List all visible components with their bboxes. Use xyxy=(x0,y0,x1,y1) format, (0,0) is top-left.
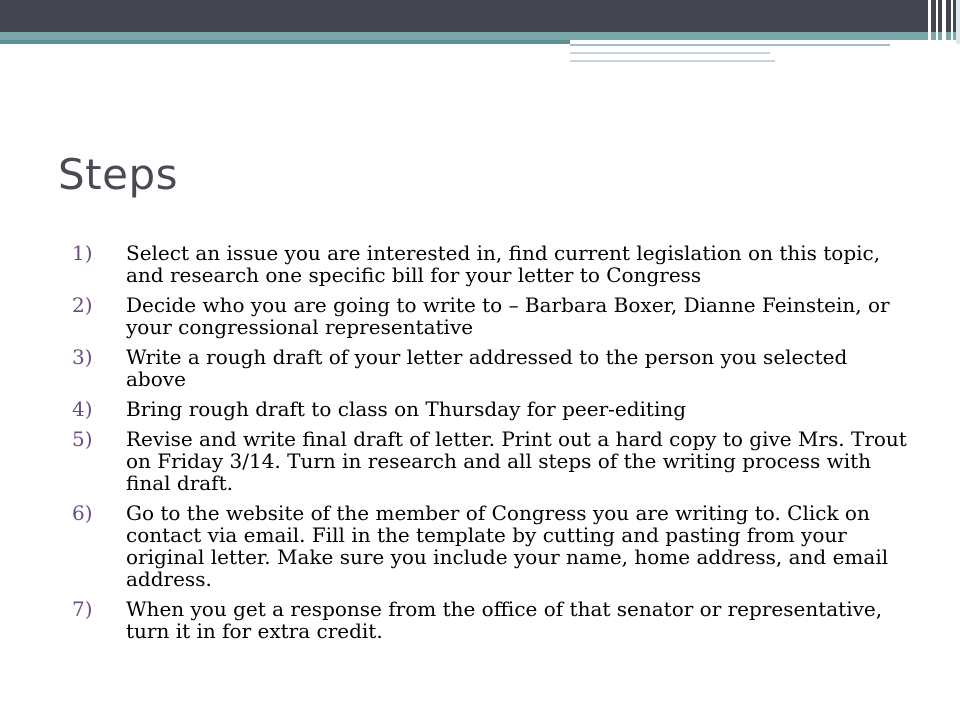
decorative-vertical-stripe xyxy=(951,0,953,44)
step-text: Write a rough draft of your letter addressed to the person you selected above xyxy=(126,345,848,391)
steps-list xyxy=(72,242,912,650)
decorative-rule xyxy=(570,60,775,62)
decorative-rule xyxy=(570,52,770,54)
step-number: 7) xyxy=(72,597,93,621)
step-number: 6) xyxy=(72,501,93,525)
step-text: When you get a response from the office of that senator or representative, turn it in for extra credit. xyxy=(126,597,883,643)
header-bar xyxy=(0,0,960,32)
decorative-vertical-stripe xyxy=(936,0,938,44)
step-item xyxy=(72,428,912,494)
step-number: 5) xyxy=(72,427,93,451)
step-text: Decide who you are going to write to – Barbara Boxer, Dianne Feinstein, or your congressional representative xyxy=(126,293,890,339)
step-number: 1) xyxy=(72,241,93,265)
accent-stripe-lower xyxy=(0,40,570,44)
step-text: Revise and write final draft of letter. Print out a hard copy to give Mrs. Trout on Friday 3/14. Turn in research and all steps of the writing process with final draft. xyxy=(126,427,907,495)
step-item xyxy=(72,502,912,590)
step-number: 3) xyxy=(72,345,93,369)
step-text: Select an issue you are interested in, find current legislation on this topic, and research one specific bill for your letter to Congress xyxy=(126,241,881,287)
step-item xyxy=(72,398,912,420)
step-item xyxy=(72,242,912,286)
step-item xyxy=(72,598,912,642)
accent-stripe xyxy=(0,32,960,40)
step-text: Go to the website of the member of Congress you are writing to. Click on contact via email. Fill in the template by cutting and pasting from your original letter. Make sure you include your name, home address, and email address. xyxy=(126,501,889,591)
step-item xyxy=(72,346,912,390)
decorative-vertical-stripe xyxy=(942,0,946,44)
step-number: 2) xyxy=(72,293,93,317)
slide-title: Steps xyxy=(58,150,179,199)
decorative-vertical-stripe xyxy=(928,0,931,44)
decorative-rule xyxy=(570,44,890,46)
step-number: 4) xyxy=(72,397,93,421)
step-text: Bring rough draft to class on Thursday for peer-editing xyxy=(126,397,687,421)
decorative-vertical-stripe xyxy=(956,0,960,44)
step-item xyxy=(72,294,912,338)
